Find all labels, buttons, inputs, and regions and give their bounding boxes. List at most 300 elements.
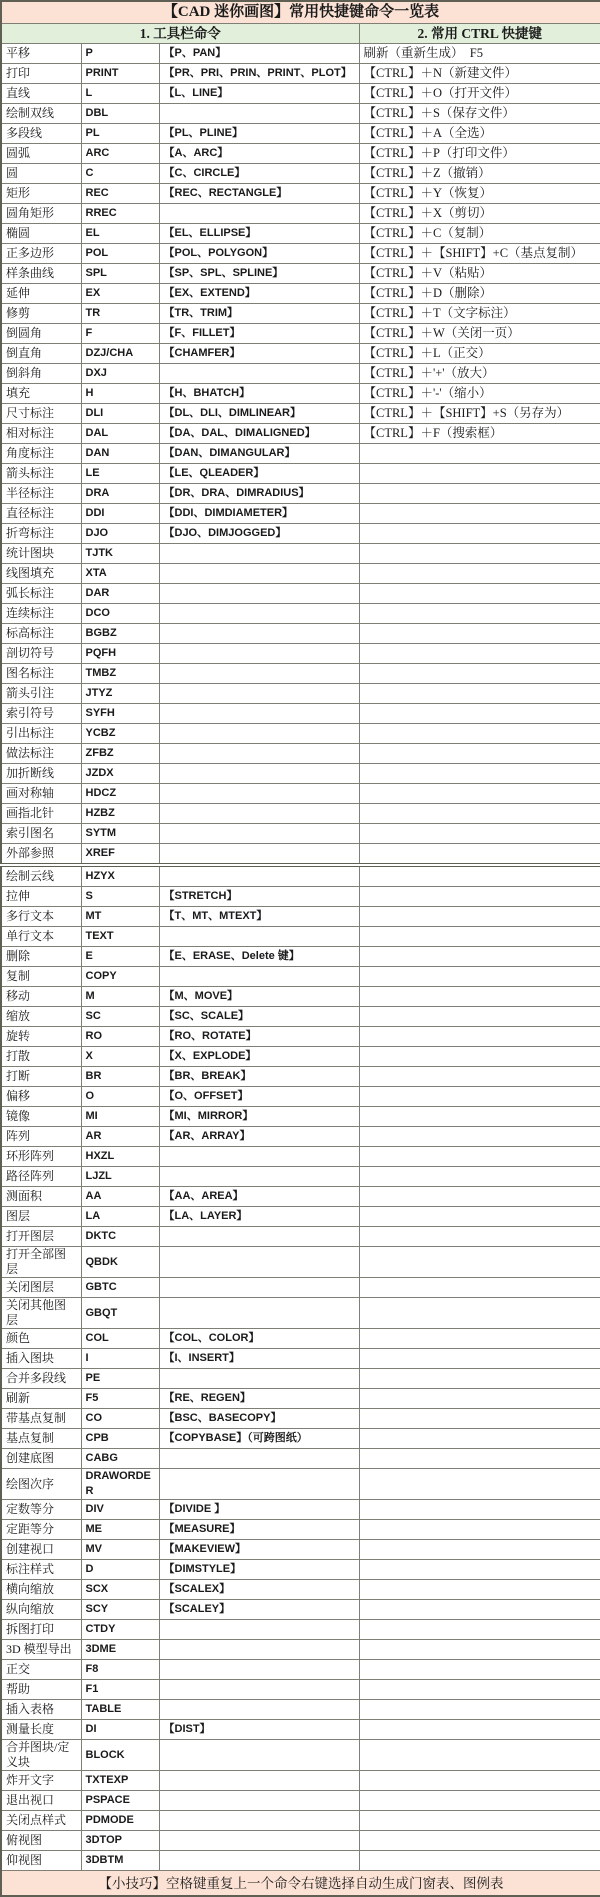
command-alias-cell	[159, 604, 359, 624]
table-row	[1, 44, 600, 64]
table-row	[1, 1087, 600, 1107]
shortcut-key-cell: TJTK	[81, 544, 159, 564]
ctrl-shortcut-cell	[359, 824, 600, 844]
table-row	[1, 104, 600, 124]
table-row	[1, 1851, 600, 1871]
table-row	[1, 324, 600, 344]
tool-name-cell: 打断	[1, 1067, 81, 1087]
command-alias-cell	[159, 1831, 359, 1851]
tool-name-cell: 做法标注	[1, 744, 81, 764]
table-row	[1, 1469, 600, 1500]
shortcut-key-cell: DRAWORDER	[81, 1469, 159, 1500]
ctrl-shortcut-cell	[359, 1700, 600, 1720]
ctrl-shortcut-cell	[359, 967, 600, 987]
table-row	[1, 124, 600, 144]
shortcut-key-cell: DI	[81, 1720, 159, 1740]
shortcut-key-cell: CTDY	[81, 1620, 159, 1640]
table-row	[1, 1771, 600, 1791]
table-row	[1, 1540, 600, 1560]
command-alias-cell: 【BSC、BASECOPY】	[159, 1409, 359, 1429]
tool-name-cell: 退出视口	[1, 1791, 81, 1811]
table-row	[1, 584, 600, 604]
shortcut-key-cell: HZBZ	[81, 804, 159, 824]
table-row	[1, 947, 600, 967]
shortcut-key-cell: DXJ	[81, 364, 159, 384]
shortcut-key-cell: XREF	[81, 844, 159, 866]
shortcut-key-cell: 3DTOP	[81, 1831, 159, 1851]
shortcut-key-cell: DLI	[81, 404, 159, 424]
ctrl-shortcut-cell	[359, 887, 600, 907]
tool-name-cell: 绘制云线	[1, 865, 81, 887]
ctrl-shortcut-cell	[359, 1207, 600, 1227]
command-alias-cell: 【EX、EXTEND】	[159, 284, 359, 304]
command-alias-cell	[159, 1227, 359, 1247]
shortcut-key-cell: PQFH	[81, 644, 159, 664]
tool-name-cell: 标注样式	[1, 1560, 81, 1580]
command-alias-cell: 【REC、RECTANGLE】	[159, 184, 359, 204]
ctrl-shortcut-cell	[359, 1027, 600, 1047]
command-alias-cell: 【MAKEVIEW】	[159, 1540, 359, 1560]
shortcut-key-cell: AR	[81, 1127, 159, 1147]
shortcut-key-cell: E	[81, 947, 159, 967]
table-row	[1, 724, 600, 744]
ctrl-shortcut-cell	[359, 947, 600, 967]
tool-name-cell: 创建底图	[1, 1449, 81, 1469]
ctrl-shortcut-cell	[359, 1580, 600, 1600]
tool-name-cell: 打散	[1, 1047, 81, 1067]
command-alias-cell	[159, 564, 359, 584]
command-alias-cell: 【C、CIRCLE】	[159, 164, 359, 184]
command-alias-cell	[159, 364, 359, 384]
table-row	[1, 1247, 600, 1278]
table-row	[1, 364, 600, 384]
table-row	[1, 204, 600, 224]
ctrl-shortcut-cell	[359, 804, 600, 824]
tool-name-cell: 线图填充	[1, 564, 81, 584]
table-row	[1, 144, 600, 164]
table-row	[1, 1620, 600, 1640]
tool-name-cell: 横向缩放	[1, 1580, 81, 1600]
table-row	[1, 987, 600, 1007]
tool-name-cell: 统计图块	[1, 544, 81, 564]
shortcut-key-cell: BR	[81, 1067, 159, 1087]
ctrl-shortcut-cell: 【CTRL】＋Y（恢复）	[359, 184, 600, 204]
shortcut-key-cell: PE	[81, 1369, 159, 1389]
shortcut-key-cell: CABG	[81, 1449, 159, 1469]
tool-name-cell: 插入图块	[1, 1349, 81, 1369]
command-alias-cell	[159, 104, 359, 124]
tool-name-cell: 尺寸标注	[1, 404, 81, 424]
table-row	[1, 564, 600, 584]
command-alias-cell: 【POL、POLYGON】	[159, 244, 359, 264]
shortcut-key-cell: BLOCK	[81, 1740, 159, 1771]
ctrl-shortcut-cell	[359, 907, 600, 927]
ctrl-shortcut-cell: 【CTRL】＋O（打开文件）	[359, 84, 600, 104]
table-row	[1, 184, 600, 204]
table-row	[1, 664, 600, 684]
ctrl-shortcut-cell	[359, 1147, 600, 1167]
tool-name-cell: 关闭图层	[1, 1278, 81, 1298]
shortcut-key-cell: GBTC	[81, 1278, 159, 1298]
command-alias-cell: 【EL、ELLIPSE】	[159, 224, 359, 244]
tool-name-cell: 填充	[1, 384, 81, 404]
ctrl-shortcut-cell	[359, 744, 600, 764]
shortcut-key-cell: SCY	[81, 1600, 159, 1620]
table-row	[1, 1520, 600, 1540]
command-alias-cell	[159, 967, 359, 987]
command-alias-cell	[159, 865, 359, 887]
table-row	[1, 1500, 600, 1520]
ctrl-shortcut-cell	[359, 684, 600, 704]
table-row	[1, 1389, 600, 1409]
shortcut-key-cell: DBL	[81, 104, 159, 124]
tool-name-cell: 圆弧	[1, 144, 81, 164]
ctrl-shortcut-cell	[359, 1560, 600, 1580]
tool-name-cell: 合并多段线	[1, 1369, 81, 1389]
table-row	[1, 927, 600, 947]
ctrl-shortcut-cell	[359, 1187, 600, 1207]
tool-name-cell: 刷新	[1, 1389, 81, 1409]
tool-name-cell: 标高标注	[1, 624, 81, 644]
ctrl-shortcut-cell	[359, 1067, 600, 1087]
ctrl-shortcut-cell: 【CTRL】＋N（新建文件）	[359, 64, 600, 84]
tool-name-cell: 样条曲线	[1, 264, 81, 284]
command-alias-cell	[159, 544, 359, 564]
ctrl-shortcut-cell	[359, 1087, 600, 1107]
shortcut-key-cell: P	[81, 44, 159, 64]
command-alias-cell	[159, 1771, 359, 1791]
shortcut-key-cell: SCX	[81, 1580, 159, 1600]
tool-name-cell: 外部参照	[1, 844, 81, 866]
ctrl-shortcut-cell	[359, 1227, 600, 1247]
tool-name-cell: 删除	[1, 947, 81, 967]
command-alias-cell: 【I、INSERT】	[159, 1349, 359, 1369]
table-row	[1, 887, 600, 907]
shortcut-key-cell: TMBZ	[81, 664, 159, 684]
table-row	[1, 1680, 600, 1700]
ctrl-shortcut-cell: 【CTRL】＋F（搜索框）	[359, 424, 600, 444]
shortcut-key-cell: POL	[81, 244, 159, 264]
ctrl-shortcuts-header: 2. 常用 CTRL 快捷键	[359, 24, 600, 44]
command-alias-cell: 【P、PAN】	[159, 44, 359, 64]
tool-name-cell: 剖切符号	[1, 644, 81, 664]
command-alias-cell	[159, 1469, 359, 1500]
shortcut-key-cell: M	[81, 987, 159, 1007]
shortcut-key-cell: GBQT	[81, 1298, 159, 1329]
command-alias-cell: 【SCALEX】	[159, 1580, 359, 1600]
table-row	[1, 464, 600, 484]
table-row	[1, 1067, 600, 1087]
ctrl-shortcut-cell	[359, 524, 600, 544]
tool-name-cell: 相对标注	[1, 424, 81, 444]
command-alias-cell: 【COPYBASE】（可跨图纸）	[159, 1429, 359, 1449]
command-alias-cell	[159, 1167, 359, 1187]
command-alias-cell	[159, 784, 359, 804]
tool-name-cell: 圆	[1, 164, 81, 184]
table-row	[1, 1811, 600, 1831]
shortcut-key-cell: F	[81, 324, 159, 344]
shortcut-key-cell: D	[81, 1560, 159, 1580]
command-alias-cell: 【H、BHATCH】	[159, 384, 359, 404]
table-row	[1, 1027, 600, 1047]
ctrl-shortcut-cell	[359, 784, 600, 804]
shortcut-key-cell: LE	[81, 464, 159, 484]
tool-name-cell: 直径标注	[1, 504, 81, 524]
table-row	[1, 424, 600, 444]
command-alias-cell	[159, 1247, 359, 1278]
command-alias-cell: 【MEASURE】	[159, 1520, 359, 1540]
tool-name-cell: 圆角矩形	[1, 204, 81, 224]
ctrl-shortcut-cell	[359, 724, 600, 744]
command-alias-cell: 【A、ARC】	[159, 144, 359, 164]
ctrl-shortcut-cell: 【CTRL】＋A（全选）	[359, 124, 600, 144]
ctrl-shortcut-cell: 刷新（重新生成） F5	[359, 44, 600, 64]
tool-name-cell: 打开全部图层	[1, 1247, 81, 1278]
shortcut-key-cell: RO	[81, 1027, 159, 1047]
tool-name-cell: 拉伸	[1, 887, 81, 907]
command-alias-cell: 【DR、DRA、DIMRADIUS】	[159, 484, 359, 504]
shortcut-key-cell: BGBZ	[81, 624, 159, 644]
tool-name-cell: 绘图次序	[1, 1469, 81, 1500]
tool-name-cell: 关闭点样式	[1, 1811, 81, 1831]
command-alias-cell: 【TR、TRIM】	[159, 304, 359, 324]
tool-name-cell: 箭头引注	[1, 684, 81, 704]
shortcut-key-cell: DKTC	[81, 1227, 159, 1247]
shortcut-key-cell: MV	[81, 1540, 159, 1560]
shortcut-key-cell: HXZL	[81, 1147, 159, 1167]
table-row	[1, 244, 600, 264]
table-row	[1, 1580, 600, 1600]
command-alias-cell: 【COL、COLOR】	[159, 1329, 359, 1349]
ctrl-shortcut-cell: 【CTRL】＋Z（撤销）	[359, 164, 600, 184]
tool-name-cell: 仰视图	[1, 1851, 81, 1871]
tool-name-cell: 引出标注	[1, 724, 81, 744]
ctrl-shortcut-cell	[359, 1500, 600, 1520]
command-alias-cell	[159, 824, 359, 844]
ctrl-shortcut-cell	[359, 764, 600, 784]
shortcut-key-cell: TXTEXP	[81, 1771, 159, 1791]
tool-name-cell: 颜色	[1, 1329, 81, 1349]
shortcut-key-cell: RREC	[81, 204, 159, 224]
command-alias-cell	[159, 927, 359, 947]
command-alias-cell	[159, 684, 359, 704]
shortcut-rows	[1, 44, 600, 1871]
tool-name-cell: 环形阵列	[1, 1147, 81, 1167]
ctrl-shortcut-cell	[359, 1389, 600, 1409]
footer-row	[1, 1871, 600, 1897]
shortcut-key-cell: F1	[81, 1680, 159, 1700]
command-alias-cell: 【DIST】	[159, 1720, 359, 1740]
command-alias-cell: 【E、ERASE、Delete 键】	[159, 947, 359, 967]
command-alias-cell: 【CHAMFER】	[159, 344, 359, 364]
table-row	[1, 504, 600, 524]
command-alias-cell: 【BR、BREAK】	[159, 1067, 359, 1087]
shortcut-key-cell: JZDX	[81, 764, 159, 784]
shortcut-key-cell: L	[81, 84, 159, 104]
tool-name-cell: 角度标注	[1, 444, 81, 464]
tool-name-cell: 半径标注	[1, 484, 81, 504]
tool-name-cell: 正多边形	[1, 244, 81, 264]
command-alias-cell	[159, 1811, 359, 1831]
shortcut-key-cell: QBDK	[81, 1247, 159, 1278]
command-alias-cell	[159, 624, 359, 644]
tool-name-cell: 带基点复制	[1, 1409, 81, 1429]
command-alias-cell	[159, 1147, 359, 1167]
shortcut-key-cell: 3DME	[81, 1640, 159, 1660]
shortcut-key-cell: DRA	[81, 484, 159, 504]
shortcut-key-cell: COPY	[81, 967, 159, 987]
shortcut-key-cell: TEXT	[81, 927, 159, 947]
ctrl-shortcut-cell	[359, 484, 600, 504]
shortcut-key-cell: YCBZ	[81, 724, 159, 744]
table-row	[1, 1700, 600, 1720]
command-alias-cell	[159, 1298, 359, 1329]
table-row	[1, 484, 600, 504]
tool-name-cell: 复制	[1, 967, 81, 987]
table-row	[1, 304, 600, 324]
ctrl-shortcut-cell	[359, 844, 600, 866]
ctrl-shortcut-cell	[359, 564, 600, 584]
tool-name-cell: 偏移	[1, 1087, 81, 1107]
ctrl-shortcut-cell: 【CTRL】＋W（关闭一页）	[359, 324, 600, 344]
ctrl-shortcut-cell	[359, 504, 600, 524]
ctrl-shortcut-cell	[359, 1007, 600, 1027]
command-alias-cell	[159, 744, 359, 764]
command-alias-cell: 【DAN、DIMANGULAR】	[159, 444, 359, 464]
table-row	[1, 84, 600, 104]
table-row	[1, 1660, 600, 1680]
tool-name-cell: 直线	[1, 84, 81, 104]
command-alias-cell: 【F、FILLET】	[159, 324, 359, 344]
shortcut-key-cell: F8	[81, 1660, 159, 1680]
tips-footer: 【小技巧】空格键重复上一个命令右键选择自动生成门窗表、图例表	[1, 1871, 600, 1897]
ctrl-shortcut-cell: 【CTRL】＋V（粘贴）	[359, 264, 600, 284]
table-row	[1, 1720, 600, 1740]
table-row	[1, 1147, 600, 1167]
ctrl-shortcut-cell	[359, 1047, 600, 1067]
ctrl-shortcut-cell	[359, 644, 600, 664]
shortcut-key-cell: CPB	[81, 1429, 159, 1449]
table-row	[1, 844, 600, 866]
command-alias-cell: 【AR、ARRAY】	[159, 1127, 359, 1147]
table-row	[1, 64, 600, 84]
shortcut-key-cell: LA	[81, 1207, 159, 1227]
table-row	[1, 404, 600, 424]
table-row	[1, 1429, 600, 1449]
table-row	[1, 604, 600, 624]
shortcut-key-cell: COL	[81, 1329, 159, 1349]
table-row	[1, 1640, 600, 1660]
tool-name-cell: 倒圆角	[1, 324, 81, 344]
tool-name-cell: 镜像	[1, 1107, 81, 1127]
tool-name-cell: 弧长标注	[1, 584, 81, 604]
table-row	[1, 1227, 600, 1247]
ctrl-shortcut-cell	[359, 664, 600, 684]
shortcut-key-cell: F5	[81, 1389, 159, 1409]
ctrl-shortcut-cell	[359, 464, 600, 484]
shortcut-key-cell: MT	[81, 907, 159, 927]
tool-name-cell: 连续标注	[1, 604, 81, 624]
shortcut-key-cell: DCO	[81, 604, 159, 624]
tool-name-cell: 平移	[1, 44, 81, 64]
command-alias-cell: 【SCALEY】	[159, 1600, 359, 1620]
tool-name-cell: 画对称轴	[1, 784, 81, 804]
shortcut-key-cell: DAR	[81, 584, 159, 604]
shortcut-key-cell: PDMODE	[81, 1811, 159, 1831]
ctrl-shortcut-cell: 【CTRL】＋'+'（放大）	[359, 364, 600, 384]
table-row	[1, 1369, 600, 1389]
command-alias-cell: 【DL、DLI、DIMLINEAR】	[159, 404, 359, 424]
tool-name-cell: 定数等分	[1, 1500, 81, 1520]
tool-name-cell: 炸开文字	[1, 1771, 81, 1791]
command-alias-cell: 【PR、PRI、PRIN、PRINT、PLOT】	[159, 64, 359, 84]
ctrl-shortcut-cell: 【CTRL】＋【SHIFT】+S（另存为）	[359, 404, 600, 424]
ctrl-shortcut-cell	[359, 1409, 600, 1429]
ctrl-shortcut-cell	[359, 1660, 600, 1680]
tool-name-cell: 纵向缩放	[1, 1600, 81, 1620]
table-row	[1, 1187, 600, 1207]
tool-name-cell: 测量长度	[1, 1720, 81, 1740]
shortcut-key-cell: REC	[81, 184, 159, 204]
tool-name-cell: 倒斜角	[1, 364, 81, 384]
command-alias-cell	[159, 1449, 359, 1469]
shortcut-key-cell: CO	[81, 1409, 159, 1429]
table-row	[1, 624, 600, 644]
command-alias-cell: 【MI、MIRROR】	[159, 1107, 359, 1127]
tool-name-cell: 基点复制	[1, 1429, 81, 1449]
shortcut-key-cell: DAL	[81, 424, 159, 444]
shortcut-key-cell: X	[81, 1047, 159, 1067]
ctrl-shortcut-cell	[359, 1851, 600, 1871]
tool-name-cell: 插入表格	[1, 1700, 81, 1720]
tool-name-cell: 画指北针	[1, 804, 81, 824]
ctrl-shortcut-cell	[359, 1740, 600, 1771]
shortcut-key-cell: SYFH	[81, 704, 159, 724]
table-row	[1, 764, 600, 784]
tool-name-cell: 合并图块/定义块	[1, 1740, 81, 1771]
command-alias-cell	[159, 1700, 359, 1720]
shortcut-key-cell: SYTM	[81, 824, 159, 844]
ctrl-shortcut-cell	[359, 1298, 600, 1329]
table-row	[1, 224, 600, 244]
command-alias-cell	[159, 644, 359, 664]
command-alias-cell: 【DDI、DIMDIAMETER】	[159, 504, 359, 524]
ctrl-shortcut-cell	[359, 604, 600, 624]
shortcut-key-cell: SPL	[81, 264, 159, 284]
shortcut-key-cell: SC	[81, 1007, 159, 1027]
table-row	[1, 1791, 600, 1811]
tool-name-cell: 正交	[1, 1660, 81, 1680]
command-alias-cell: 【DJO、DIMJOGGED】	[159, 524, 359, 544]
tool-name-cell: 加折断线	[1, 764, 81, 784]
shortcut-key-cell: PL	[81, 124, 159, 144]
table-row	[1, 384, 600, 404]
table-row	[1, 1831, 600, 1851]
tool-name-cell: 路径阵列	[1, 1167, 81, 1187]
ctrl-shortcut-cell: 【CTRL】＋C（复制）	[359, 224, 600, 244]
ctrl-shortcut-cell	[359, 1771, 600, 1791]
shortcut-key-cell: ME	[81, 1520, 159, 1540]
ctrl-shortcut-cell	[359, 987, 600, 1007]
table-row	[1, 1167, 600, 1187]
command-alias-cell	[159, 724, 359, 744]
shortcut-key-cell: DJO	[81, 524, 159, 544]
ctrl-shortcut-cell: 【CTRL】＋L（正交）	[359, 344, 600, 364]
tool-name-cell: 3D 模型导出	[1, 1640, 81, 1660]
shortcut-key-cell: ZFBZ	[81, 744, 159, 764]
shortcut-key-cell: I	[81, 1349, 159, 1369]
ctrl-shortcut-cell	[359, 865, 600, 887]
